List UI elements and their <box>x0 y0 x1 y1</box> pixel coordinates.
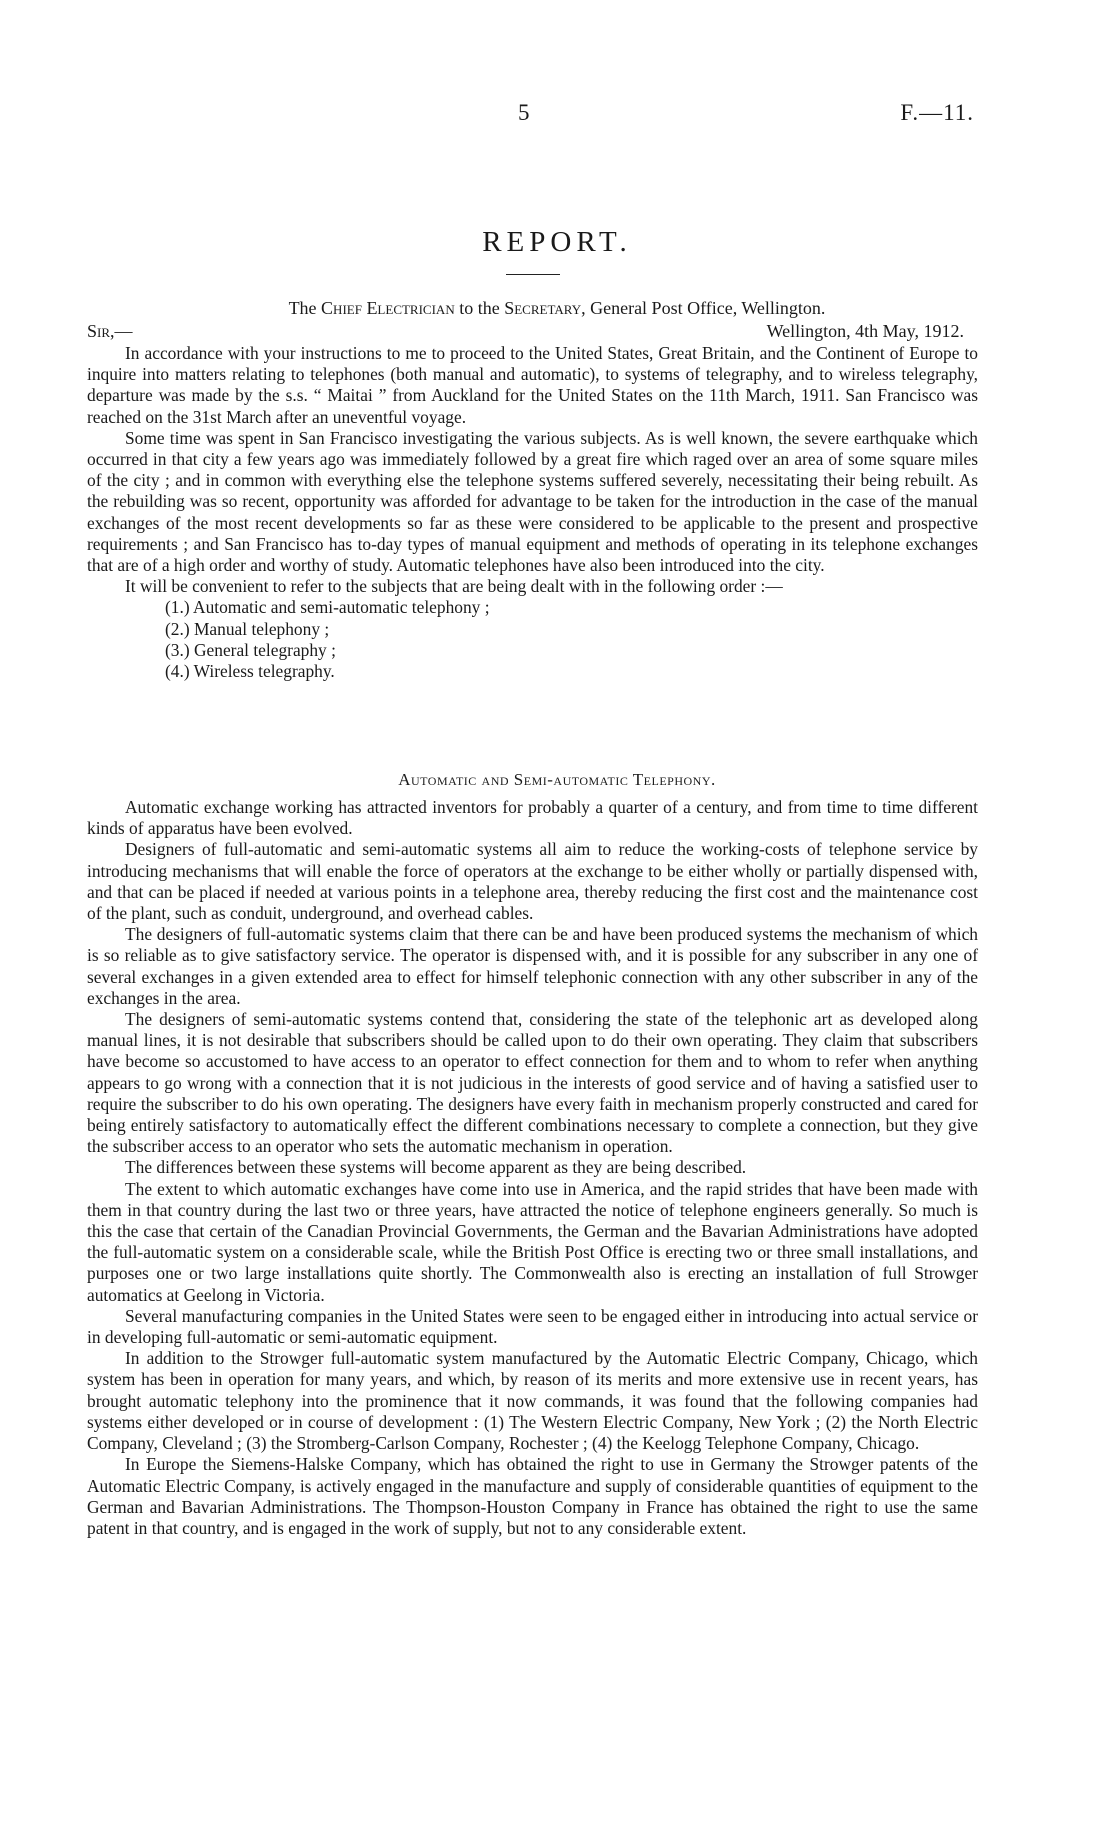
address-recipient: Secretary <box>504 298 582 318</box>
section-heading: Automatic and Semi-automatic Telephony. <box>398 770 716 789</box>
address-place: , General Post Office, Wellington. <box>581 298 826 318</box>
list-item: (4.) Wireless telegraphy. <box>165 661 335 682</box>
dateline: Wellington, 4th May, 1912. <box>766 321 964 341</box>
address-to-word: to the <box>459 298 500 318</box>
address-line <box>0 298 1114 319</box>
paragraph: In addition to the Strowger full-automatic system manufactured by the Automatic Electric Company, Chicago, which system has been in operation for many years, and which, by reason of its merits and more extensive use in recent years, has brought automatic telephony into the prominence that it now commands, it was found that the following companies had systems either developed or in course of development : (1) The Western Electric Company, New York ; (2) the North Electric Company, Cleveland ; (3) the Stromberg-Carlson Company, Rochester ; (4) the Keelogg Telephone Company, Chicago. <box>87 1348 978 1454</box>
paragraph: The designers of full-automatic systems claim that there can be and have been produced systems the mechanism of which is so reliable as to give satisfactory service. The operator is dispensed with, and it is possible for any subscriber in any one of several exchanges in a given extended area to effect for himself telephonic connection with any other subscriber in any of the exchanges in the area. <box>87 924 978 1008</box>
title-rule <box>506 274 560 275</box>
paragraph: The extent to which automatic exchanges have come into use in America, and the rapid strides that have been made with them in that country during the last two or three years, have attracted the notice of telephone engineers generally. So much is this the case that certain of the Canadian Provincial Governments, the German and the Bavarian Administrations have adopted the full-automatic system on a considerable scale, while the British Post Office is erecting two or three small installations, and purposes one or two large installations quite shortly. The Commonwealth also is erecting an installation of full Strowger automatics at Geelong in Victoria. <box>87 1178 978 1305</box>
salutation: Sir,— <box>87 321 133 341</box>
paragraph: Designers of full-automatic and semi-automatic systems all aim to reduce the working-costs of telephone service by introducing mechanisms that will enable the force of operators at the exchange to be either wholly or partially dispensed with, and that can be placed if needed at various points in a telephone area, thereby reducing the first cost and the maintenance cost of the plant, such as conduit, underground, and overhead cables. <box>87 839 978 924</box>
paragraph: The designers of semi-automatic systems contend that, considering the state of the telephonic art as developed along manual lines, it is not desirable that subscribers should be called upon to do their own operating. They claim that subscribers have become so accustomed to have access to an operator to effect connection for them and to whom to refer when anything appears to go wrong with a connection that it is not judicious in the interests of good service and of having a satisfied user to require the subscriber to do his own operating. The designers have every faith in mechanism properly constructed and cared for being entirely satisfactory to automatically effect the different combinations necessary to complete a connection, but they give the subscriber access to an operator who sets the automatic mechanism in operation. <box>87 1009 978 1157</box>
report-title: REPORT. <box>482 226 632 258</box>
automatic-telephony-section <box>87 797 978 1539</box>
paragraph: The differences between these systems will become apparent as they are being described. <box>125 1157 747 1178</box>
subject-list <box>87 597 978 682</box>
list-item: (2.) Manual telephony ; <box>165 618 330 639</box>
address-the: The <box>288 298 317 318</box>
document-reference: F.—11. <box>900 100 974 125</box>
paragraph: In Europe the Siemens-Halske Company, which has obtained the right to use in Germany the Strowger patents of the Automatic Electric Company, is actively engaged in the manufacture and supply of considerable quantities of equipment to the German and Bavarian Administrations. The Thompson-Houston Company in France has obtained the right to use the same patent in that country, and is engaged in the work of supply, but not to any considerable extent. <box>87 1454 978 1538</box>
list-item: (1.) Automatic and semi-automatic telephony ; <box>165 597 490 618</box>
list-item: (3.) General telegraphy ; <box>165 639 336 660</box>
paragraph: In accordance with your instructions to me to proceed to the United States, Great Britain, and the Continent of Europe to inquire into matters relating to telephones (both manual and automatic), to systems of telegraphy, and to wireless telegraphy, departure was made by the s.s. “ Maitai ” from Auckland for the United States on the 11th March, 1911. San Francisco was reached on the 31st March after an uneventful voyage. <box>87 343 978 427</box>
paragraph: Several manufacturing companies in the United States were seen to be engaged either in introducing into actual service or in developing full-automatic or semi-automatic equipment. <box>87 1305 978 1348</box>
intro-section <box>87 343 978 682</box>
paragraph: Automatic exchange working has attracted inventors for probably a quarter of a century, and from time to time different kinds of apparatus have been evolved. <box>87 797 978 839</box>
address-from: Chief Electrician <box>321 298 455 318</box>
page-number: 5 <box>518 100 530 125</box>
paragraph: Some time was spent in San Francisco investigating the various subjects. As is well known, the severe earthquake which occurred in that city a few years ago was immediately followed by a great fire which raged over an area of some square miles of the city ; and in common with everything else the telephone systems suffered severely, necessitating their being rebuilt. As the rebuilding was so recent, opportunity was afforded for advantage to be taken for the introduction in the case of the manual exchanges of the most recent developments so far as these were considered to be applicable to the present and prospective requirements ; and San Francisco has to-day types of manual equipment and methods of operating in its telephone exchanges that are of a high order and worthy of study. Automatic telephones have also been introduced into the city. <box>87 427 978 576</box>
paragraph: It will be convenient to refer to the subjects that are being dealt with in the following order :— <box>125 576 783 597</box>
